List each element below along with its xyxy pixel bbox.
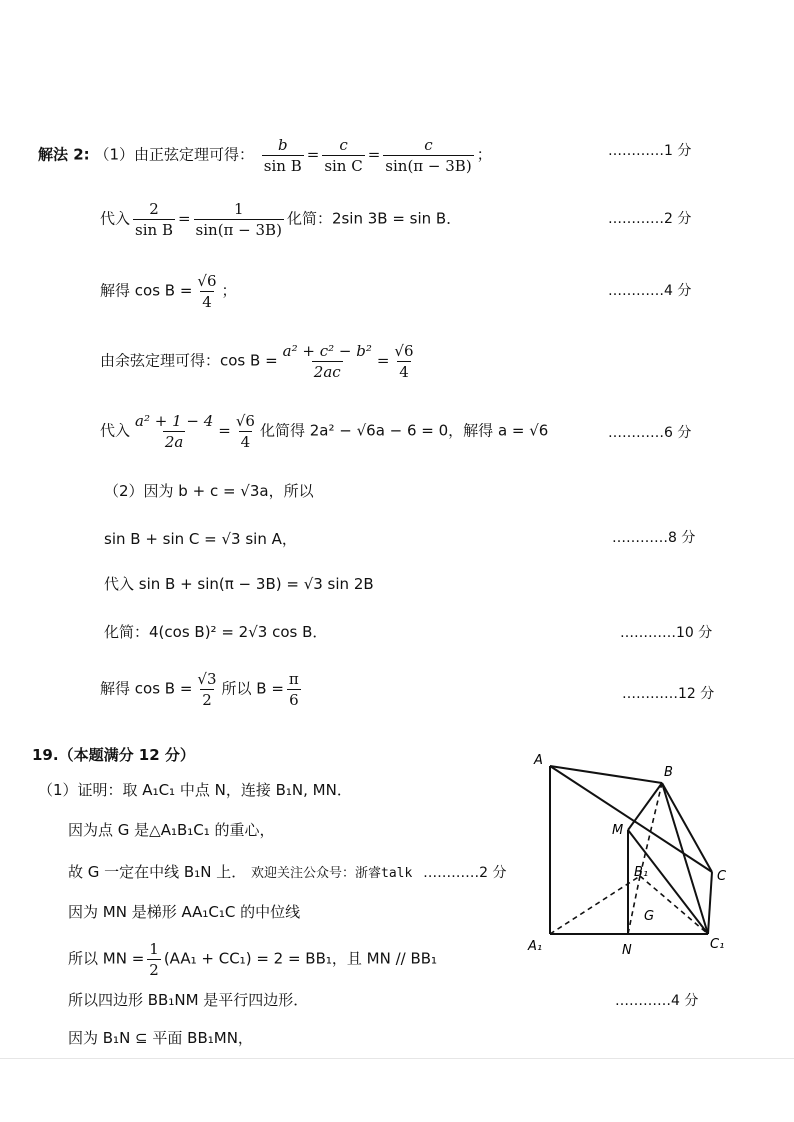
fraction: $\frac{c}{\sin(\pi - 3B)}$ bbox=[385, 136, 472, 175]
score-4b: …………4 分 bbox=[615, 993, 699, 1009]
solution2-line5: 代入 $\frac{\text{a² + 1 − 4}}{2a}$ = $\frac{√6}{4}$ 化简得 2a² − √6a − 6 = 0，解得 a = √6 bbox=[100, 412, 549, 451]
fraction: $\frac{2}{\text{sin B}}$ bbox=[135, 200, 173, 239]
q19-line3: 故 G 一定在中线 B₁N 上． 欢迎关注公众号：浙睿talk …………2 分 bbox=[68, 863, 507, 881]
page-bottom-edge bbox=[0, 1058, 794, 1059]
watermark-note: 欢迎关注公众号：浙睿talk bbox=[251, 866, 413, 881]
label-B1: B₁ bbox=[634, 865, 649, 880]
score-2: …………2 分 bbox=[608, 211, 692, 227]
q19-line4: 因为 MN 是梯形 AA₁C₁C 的中位线 bbox=[68, 903, 301, 921]
score-12: …………12 分 bbox=[622, 686, 715, 702]
fraction: $\frac{√3}{2}$ bbox=[197, 670, 217, 709]
label-N: N bbox=[622, 943, 632, 958]
q19-line1: （1）证明：取 A₁C₁ 中点 N，连接 B₁N, MN． bbox=[38, 781, 352, 799]
fraction: $\frac{\text{a² + c² − b²}}{2ac}$ bbox=[282, 342, 372, 381]
q19-line7: 因为 B₁N ⊆ 平面 BB₁MN， bbox=[68, 1029, 253, 1047]
label-M: M bbox=[612, 823, 624, 838]
solution2-line10: 解得 cos B = $\frac{√3}{2}$ 所以 B = $\frac{\pi}{6}$ bbox=[100, 670, 299, 709]
label-G: G bbox=[644, 909, 655, 924]
score-10: …………10 分 bbox=[620, 625, 713, 641]
score-6: …………6 分 bbox=[608, 425, 692, 441]
solution2-line1: 解法 2: （1）由正弦定理可得： $\frac{b}{\text{sin B}}$ = $\frac{c}{\text{sin C}}$ = $\frac{c}{\sin(\pi - 3B)}$ ； bbox=[38, 136, 492, 175]
q19-line5: 所以 MN = $\frac{1}{2}$ (AA₁ + CC₁) = 2 = BB₁，且 MN // BB₁ bbox=[68, 940, 438, 979]
solution2-line3: 解得 cos B = $\frac{√6}{4}$ ； bbox=[100, 272, 237, 311]
geometry-figure bbox=[520, 748, 760, 968]
score-4: …………4 分 bbox=[608, 283, 692, 299]
q19-line6: 所以四边形 BB₁NM 是平行四边形． bbox=[68, 991, 309, 1009]
solution2-line6: （2）因为 b + c = √3a，所以 bbox=[104, 482, 314, 500]
score-8: …………8 分 bbox=[612, 530, 696, 546]
solution2-line8: 代入 sin B + sin(π − 3B) = √3 sin 2B bbox=[104, 575, 374, 593]
solution2-line7: sin B + sin C = √3 sin A， bbox=[104, 530, 297, 548]
q19-line2: 因为点 G 是△A₁B₁C₁ 的重心， bbox=[68, 821, 275, 839]
label-A: A bbox=[534, 753, 543, 768]
fraction: $\frac{c}{\text{sin C}}$ bbox=[324, 136, 363, 175]
fraction: $\frac{√6}{4}$ bbox=[235, 412, 255, 451]
fraction: $\frac{b}{\text{sin B}}$ bbox=[263, 136, 302, 175]
solution2-line4: 由余弦定理可得：cos B = $\frac{\text{a² + c² − b²}}{2ac}$ = $\frac{√6}{4}$ bbox=[100, 342, 414, 381]
question19-title: 19.（本题满分 12 分） bbox=[32, 746, 195, 764]
score-2b: …………2 分 bbox=[423, 865, 507, 881]
fraction: $\frac{\pi}{6}$ bbox=[288, 670, 299, 709]
solution2-title: 解法 2: bbox=[38, 145, 90, 164]
score-1: …………1 分 bbox=[608, 143, 692, 159]
label-B: B bbox=[664, 765, 673, 780]
fraction: $\frac{√6}{4}$ bbox=[197, 272, 217, 311]
label-C1: C₁ bbox=[710, 937, 725, 952]
label-C: C bbox=[717, 869, 727, 884]
fraction: $\frac{1}{2}$ bbox=[149, 940, 159, 979]
solution2-line2: 代入 $\frac{2}{\text{sin B}}$ = $\frac{1}{\sin(\pi - 3B)}$ 化简：2sin 3B = sin B． bbox=[100, 200, 462, 239]
solution2-line9: 化简：4(cos B)² = 2√3 cos B． bbox=[104, 623, 328, 641]
fraction: $\frac{\text{a² + 1 − 4}}{2a}$ bbox=[135, 412, 214, 451]
fraction: $\frac{√6}{4}$ bbox=[394, 342, 414, 381]
label-A1: A₁ bbox=[528, 939, 543, 954]
fraction: $\frac{1}{\sin(\pi - 3B)}$ bbox=[195, 200, 282, 239]
